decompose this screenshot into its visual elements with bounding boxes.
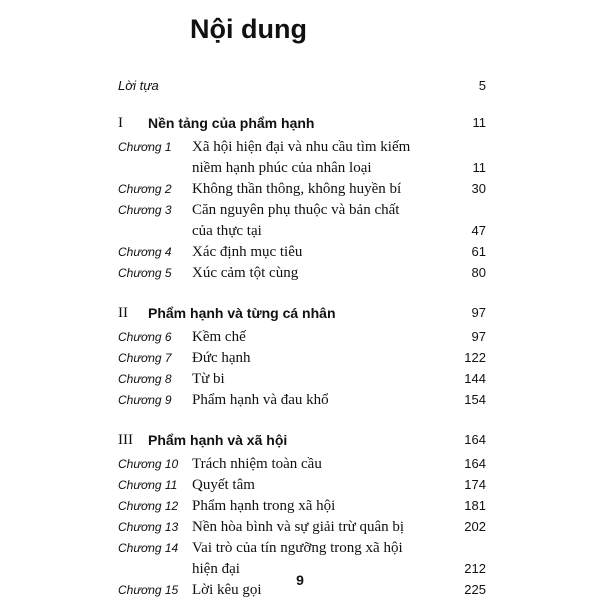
chapter-title: Lời kêu gọi [192, 582, 262, 598]
chapter-label: Chương 2 [118, 182, 172, 196]
chapter-title: Xã hội hiện đại và nhu cầu tìm kiếm [192, 139, 411, 155]
chapter-row [0, 455, 600, 477]
chapter-title: Căn nguyên phụ thuộc và bản chất [192, 202, 400, 218]
chapter-row-continued [0, 222, 600, 244]
chapter-row [0, 497, 600, 519]
page-ref: 202 [464, 519, 486, 534]
chapter-title: Phẩm hạnh và đau khổ [192, 392, 329, 408]
part-heading [0, 431, 600, 453]
chapter-title: niềm hạnh phúc của nhân loại [192, 160, 372, 176]
page-ref: 11 [472, 115, 486, 130]
chapter-title: Từ bi [192, 371, 225, 387]
chapter-row [0, 391, 600, 413]
chapter-title: Kềm chế [192, 329, 246, 345]
page-ref: 164 [464, 432, 486, 447]
chapter-row [0, 518, 600, 540]
part-heading [0, 114, 600, 136]
chapter-row [0, 264, 600, 286]
chapter-title: Không thần thông, không huyền bí [192, 181, 402, 197]
page-ref: 97 [471, 329, 486, 344]
chapter-label: Chương 12 [118, 499, 179, 513]
chapter-label: Chương 13 [118, 520, 179, 534]
page-ref: 30 [471, 181, 486, 196]
chapter-label: Chương 5 [118, 266, 172, 280]
page-number: 9 [296, 572, 304, 588]
part-title: Phẩm hạnh và xã hội [148, 432, 288, 448]
page-ref: 97 [471, 305, 486, 320]
chapter-label: Chương 4 [118, 245, 172, 259]
chapter-title: hiện đại [192, 561, 240, 577]
page-ref: 144 [464, 371, 486, 386]
page-ref: 174 [464, 477, 486, 492]
chapter-label: Chương 10 [118, 457, 179, 471]
chapter-row [0, 539, 600, 561]
chapter-row [0, 349, 600, 371]
page-ref: 225 [464, 582, 486, 597]
page-ref: 5 [478, 78, 486, 93]
chapter-title: của thực tại [192, 223, 262, 239]
preface-row [0, 77, 600, 99]
chapter-label: Chương 8 [118, 372, 172, 386]
chapter-row [0, 180, 600, 202]
page-ref: 212 [464, 561, 486, 576]
page-title: Nội dung [190, 14, 307, 44]
chapter-label: Chương 15 [118, 583, 179, 597]
part-number: III [118, 432, 133, 448]
chapter-row [0, 138, 600, 160]
page-ref: 11 [472, 160, 486, 175]
chapter-label: Chương 9 [118, 393, 172, 407]
chapter-title: Xúc cảm tột cùng [192, 265, 299, 281]
chapter-label: Chương 6 [118, 330, 172, 344]
page-ref: 61 [471, 244, 486, 259]
chapter-title: Vai trò của tín ngưỡng trong xã hội [192, 540, 403, 556]
page-ref: 181 [464, 498, 486, 513]
page-ref: 122 [464, 350, 486, 365]
chapter-row [0, 201, 600, 223]
chapter-label: Chương 3 [118, 203, 172, 217]
chapter-label: Chương 11 [118, 478, 178, 492]
part-number: I [118, 115, 123, 131]
chapter-label: Chương 7 [118, 351, 172, 365]
chapter-row-continued [0, 159, 600, 181]
part-number: II [118, 305, 128, 321]
chapter-title: Phẩm hạnh trong xã hội [192, 498, 336, 514]
part-title: Phẩm hạnh và từng cá nhân [148, 305, 336, 321]
part-title: Nền tảng của phẩm hạnh [148, 115, 315, 131]
chapter-row [0, 370, 600, 392]
page-ref: 154 [464, 392, 486, 407]
part-heading [0, 304, 600, 326]
chapter-label: Chương 14 [118, 541, 179, 555]
chapter-row [0, 476, 600, 498]
page-ref: 164 [464, 456, 486, 471]
chapter-title: Quyết tâm [192, 477, 255, 493]
chapter-title: Trách nhiệm toàn cầu [192, 456, 322, 472]
page-ref: 80 [471, 265, 486, 280]
preface-label: Lời tựa [118, 78, 159, 93]
page-ref: 47 [471, 223, 486, 238]
chapter-title: Xác định mục tiêu [192, 244, 303, 260]
chapter-row [0, 328, 600, 350]
chapter-title: Nền hòa bình và sự giải trừ quân bị [192, 519, 405, 535]
chapter-title: Đức hạnh [192, 350, 251, 366]
chapter-label: Chương 1 [118, 140, 172, 154]
chapter-row [0, 243, 600, 265]
